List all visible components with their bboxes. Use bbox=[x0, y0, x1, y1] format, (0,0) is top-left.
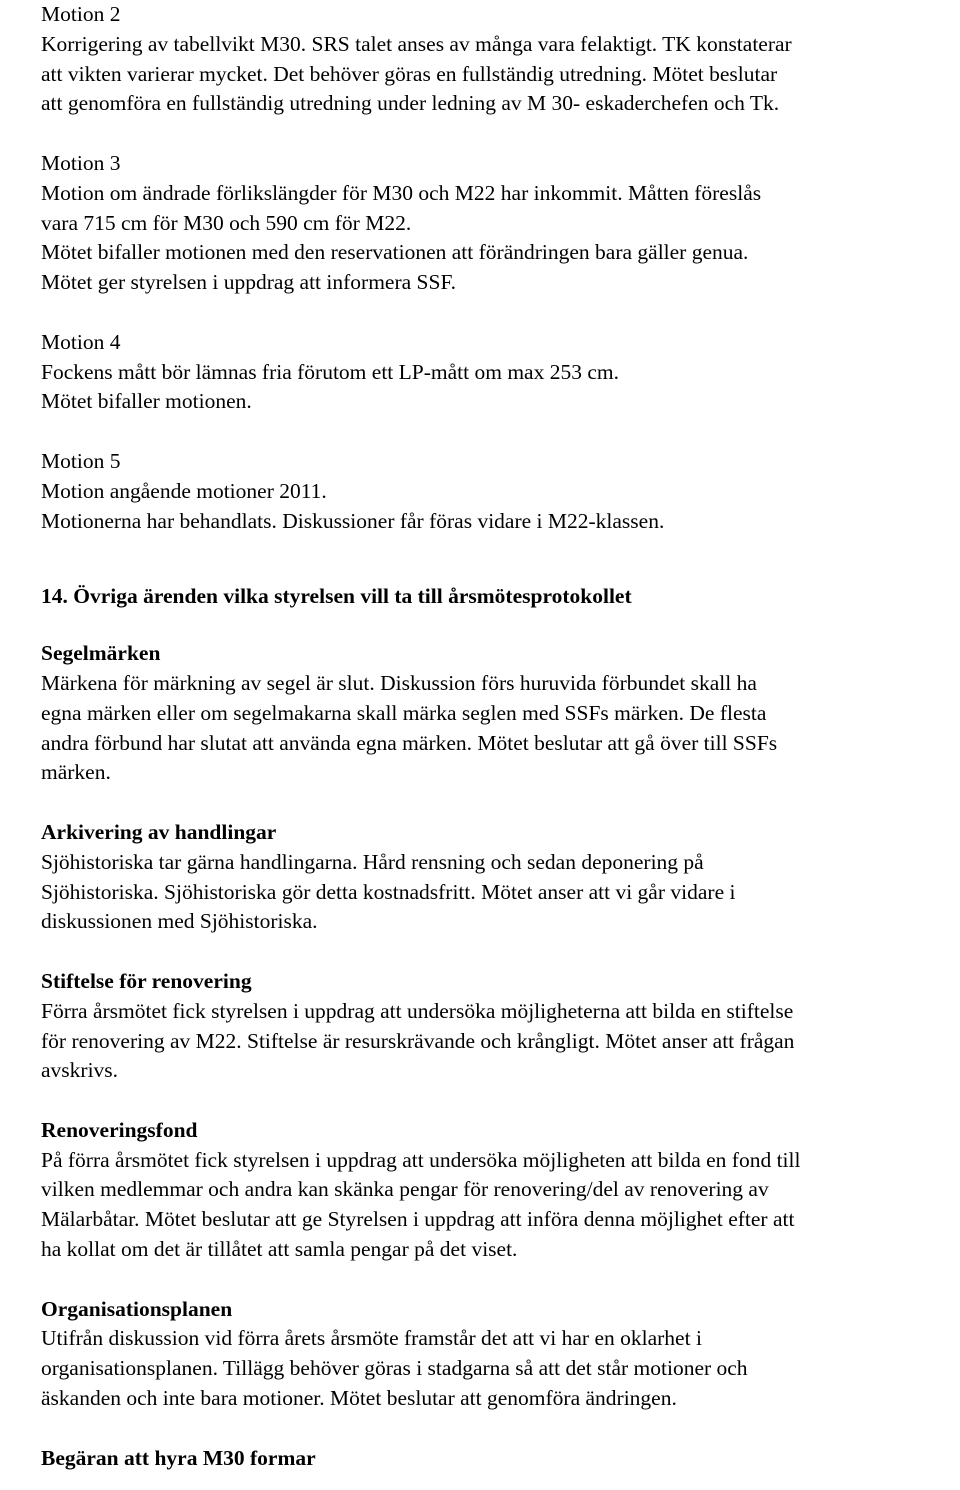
begaran-heading: Begäran att hyra M30 formar bbox=[41, 1445, 316, 1470]
segelmarken-heading: Segelmärken bbox=[41, 641, 161, 666]
motion-4-line: Fockens mått bör lämnas fria förutom ett LP-mått om max 253 cm. bbox=[41, 359, 619, 384]
stiftelse-line: avskrivs. bbox=[41, 1058, 119, 1083]
segelmarken-section bbox=[41, 639, 956, 788]
motion-5-heading: Motion 5 bbox=[41, 448, 121, 473]
motion-4-section bbox=[41, 328, 956, 417]
motion-2-heading: Motion 2 bbox=[41, 2, 121, 26]
arkivering-heading: Arkivering av handlingar bbox=[41, 819, 277, 844]
motion-4-line: Mötet bifaller motionen. bbox=[41, 389, 252, 414]
renoveringsfond-line: vilken medlemmar och andra kan skänka pengar för renovering/del av renovering av bbox=[41, 1177, 769, 1202]
motion-3-heading: Motion 3 bbox=[41, 150, 121, 175]
motion-3-line: Mötet ger styrelsen i uppdrag att informera SSF. bbox=[41, 270, 457, 295]
stiftelse-line: för renovering av M22. Stiftelse är resurskrävande och krångligt. Mötet anser att frågan bbox=[41, 1028, 795, 1053]
stiftelse-line: Förra årsmötet fick styrelsen i uppdrag att undersöka möjligheterna att bilda en stiftelse bbox=[41, 998, 794, 1023]
segelmarken-line: märken. bbox=[41, 760, 111, 785]
renoveringsfond-line: Mälarbåtar. Mötet beslutar att ge Styrelsen i uppdrag att införa denna möjlighet efter att bbox=[41, 1207, 795, 1232]
motion-2-line: att genomföra en fullständig utredning under ledning av M 30- eskaderchefen och Tk. bbox=[41, 91, 780, 116]
motion-4-heading: Motion 4 bbox=[41, 329, 121, 354]
arkivering-line: Sjöhistoriska. Sjöhistoriska gör detta kostnadsfritt. Mötet anser att vi går vidare i bbox=[41, 879, 736, 904]
motion-5-section bbox=[41, 447, 956, 536]
organisationsplanen-line: äskanden och inte bara motioner. Mötet beslutar att genomföra ändringen. bbox=[41, 1386, 677, 1411]
segelmarken-line: Märkena för märkning av segel är slut. Diskussion förs huruvida förbundet skall ha bbox=[41, 670, 757, 695]
motion-3-line: vara 715 cm för M30 och 590 cm för M22. bbox=[41, 210, 412, 235]
organisationsplanen-section bbox=[41, 1295, 956, 1414]
motion-5-line: Motionerna har behandlats. Diskussioner får föras vidare i M22-klassen. bbox=[41, 508, 665, 533]
renoveringsfond-heading: Renoveringsfond bbox=[41, 1117, 198, 1142]
renoveringsfond-line: På förra årsmötet fick styrelsen i uppdrag att undersöka möjligheten att bilda en fond till bbox=[41, 1147, 801, 1172]
section-14-title: 14. Övriga ärenden vilka styrelsen vill ta till årsmötesprotokollet bbox=[41, 584, 632, 609]
organisationsplanen-heading: Organisationsplanen bbox=[41, 1296, 233, 1321]
document-page bbox=[41, 0, 956, 1473]
organisationsplanen-line: Utifrån diskussion vid förra årets årsmöte framstår det att vi har en oklarhet i bbox=[41, 1326, 702, 1351]
motion-3-line: Motion om ändrade förlikslängder för M30 och M22 har inkommit. Måtten föreslås bbox=[41, 180, 762, 205]
stiftelse-heading: Stiftelse för renovering bbox=[41, 968, 252, 993]
stiftelse-section bbox=[41, 967, 956, 1086]
renoveringsfond-line: ha kollat om det är tillåtet att samla pengar på det viset. bbox=[41, 1237, 518, 1262]
motion-3-section bbox=[41, 149, 956, 298]
motion-5-line: Motion angående motioner 2011. bbox=[41, 478, 327, 503]
arkivering-line: Sjöhistoriska tar gärna handlingarna. Hård rensning och sedan deponering på bbox=[41, 849, 704, 874]
renoveringsfond-section bbox=[41, 1116, 956, 1265]
motion-2-line: att vikten varierar mycket. Det behöver göras en fullständig utredning. Mötet beslutar bbox=[41, 61, 778, 86]
arkivering-section bbox=[41, 818, 956, 937]
motion-2-section bbox=[41, 0, 956, 119]
motion-2-line: Korrigering av tabellvikt M30. SRS talet anses av många vara felaktigt. TK konstaterar bbox=[41, 31, 792, 56]
arkivering-line: diskussionen med Sjöhistoriska. bbox=[41, 909, 318, 934]
organisationsplanen-line: organisationsplanen. Tillägg behöver göras i stadgarna så att det står motioner och bbox=[41, 1356, 748, 1381]
motion-3-line: Mötet bifaller motionen med den reservationen att förändringen bara gäller genua. bbox=[41, 240, 749, 265]
segelmarken-line: egna märken eller om segelmakarna skall märka seglen med SSFs märken. De flesta bbox=[41, 700, 767, 725]
segelmarken-line: andra förbund har slutat att använda egna märken. Mötet beslutar att gå över till SSFs bbox=[41, 730, 778, 755]
